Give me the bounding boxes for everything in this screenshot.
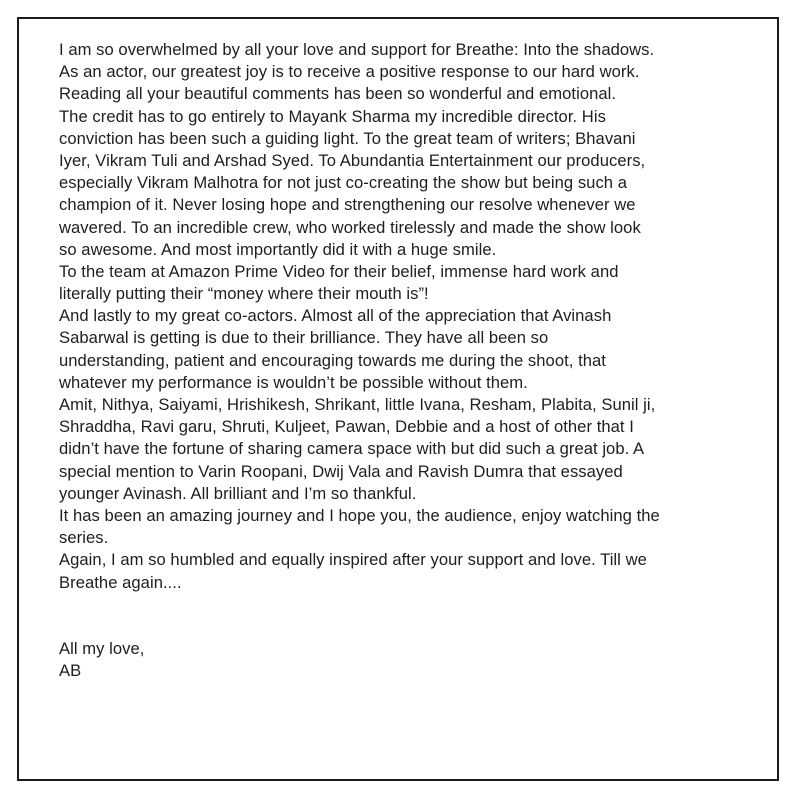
letter-signoff — [59, 616, 759, 683]
letter-line: I am so overwhelmed by all your love and support for Breathe: Into the shadows. — [59, 40, 655, 59]
letter-line: The credit has to go entirely to Mayank Sharma my incredible director. His — [59, 106, 606, 126]
letter-line: Again, I am so humbled and equally inspired after your support and love. Till we — [59, 550, 647, 570]
letter-line: special mention to Varin Roopani, Dwij Vala and Ravish Dumra that essayed — [59, 461, 623, 481]
letter-line: Reading all your beautiful comments has been so wonderful and emotional. — [59, 84, 617, 104]
letter-line: champion of it. Never losing hope and strengthening our resolve whenever we — [59, 195, 636, 215]
letter-line: wavered. To an incredible crew, who worked tirelessly and made the show look — [59, 217, 641, 237]
letter-line: whatever my performance is wouldn’t be possible without them. — [59, 372, 528, 392]
letter-line: so awesome. And most importantly did it with a huge smile. — [59, 239, 497, 259]
letter-line: And lastly to my great co-actors. Almost all of the appreciation that Avinash — [59, 306, 612, 326]
letter-frame — [17, 17, 779, 781]
letter-line: Iyer, Vikram Tuli and Arshad Syed. To Abundantia Entertainment our producers, — [59, 150, 646, 170]
letter-line: didn’t have the fortune of sharing camera space with but did such a great job. A — [59, 439, 645, 459]
letter-line: understanding, patient and encouraging towards me during the shoot, that — [59, 350, 606, 370]
letter-line: Shraddha, Ravi garu, Shruti, Kuljeet, Pawan, Debbie and a host of other that I — [59, 417, 634, 437]
letter-line: Amit, Nithya, Saiyami, Hrishikesh, Shrikant, little Ivana, Resham, Plabita, Sunil ji, — [59, 395, 656, 414]
letter-line: younger Avinash. All brilliant and I’m so thankful. — [59, 483, 417, 503]
letter-line: As an actor, our greatest joy is to receive a positive response to our hard work. — [59, 62, 640, 82]
letter-line: conviction has been such a guiding light. To the great team of writers; Bhavani — [59, 128, 636, 148]
letter-line: To the team at Amazon Prime Video for their belief, immense hard work and — [59, 261, 619, 281]
letter-line: Sabarwal is getting is due to their brilliance. They have all been so — [59, 328, 549, 348]
letter-line: series. — [59, 528, 109, 548]
letter-line: especially Vikram Malhotra for not just co-creating the show but being such a — [59, 173, 628, 193]
closing-line: All my love, — [59, 638, 145, 658]
letter-line: It has been an amazing journey and I hope you, the audience, enjoy watching the — [59, 505, 660, 525]
signature: AB — [59, 661, 82, 681]
letter-line: Breathe again.... — [59, 572, 182, 592]
spacer — [59, 616, 759, 638]
letter-line: literally putting their “money where their mouth is”! — [59, 284, 429, 304]
letter-body — [59, 39, 759, 682]
